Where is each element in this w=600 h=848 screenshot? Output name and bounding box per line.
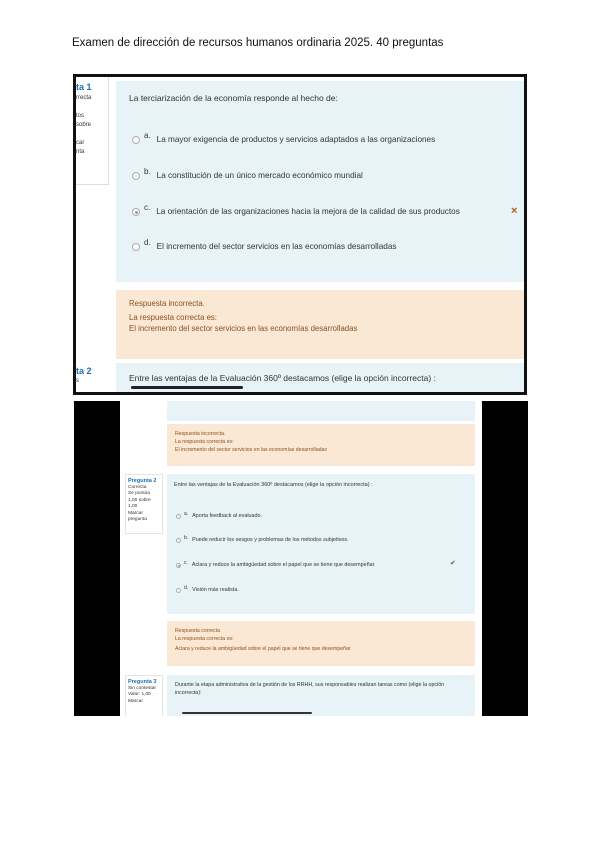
option-d[interactable] [132, 238, 397, 251]
option-a[interactable] [176, 513, 262, 519]
feedback-result: Respuesta correcta [175, 628, 220, 634]
question-2-card [116, 363, 524, 395]
feedback-correct-label: La respuesta correcta es: [175, 439, 234, 445]
option-letter: d. [144, 238, 151, 247]
feedback-result: Respuesta incorrecta. [175, 431, 226, 437]
option-letter: b. [144, 167, 151, 176]
option-letter: a. [144, 131, 151, 140]
radio-button[interactable] [176, 514, 181, 519]
question-2-feedback [167, 621, 475, 666]
question-2-label: ta 2 [76, 366, 92, 376]
flag-question-link[interactable]: pregunta [128, 517, 147, 522]
question-3-info-panel [125, 675, 163, 716]
option-text: Puede reducir los sesgos y problemas de los métodos subjetivos. [192, 537, 349, 543]
question-3-card [167, 675, 475, 716]
option-c[interactable] [132, 203, 460, 216]
radio-button[interactable] [176, 538, 181, 543]
radio-button[interactable] [176, 588, 181, 593]
feedback-correct-answer: El incremento del sector servicios en las economías desarrolladas [175, 447, 327, 453]
question-1-label: ta 1 [76, 82, 92, 92]
scrollbar[interactable] [131, 386, 243, 389]
option-text: La mayor exigencia de productos y servicios adaptados a las organizaciones [156, 135, 436, 144]
option-b[interactable] [132, 167, 363, 180]
info-line: Correcta [128, 484, 147, 490]
question-3-text: Durante la etapa administrativa de la gestión de los RRHH, sus responsables realizan tareas como (elige la opción incorrecta): [175, 682, 445, 696]
info-line: s [76, 378, 79, 384]
question-2-text: Entre las ventajas de la Evaluación 360º destacamos (elige la opción incorrecta) : [174, 482, 373, 488]
feedback-correct-label: La respuesta correcta es: [175, 636, 234, 642]
feedback-result: Respuesta incorrecta. [129, 299, 205, 308]
option-letter: a. [184, 511, 189, 517]
question-2-text: Entre las ventajas de la Evaluación 360º destacamos (elige la opción incorrecta) : [129, 373, 436, 383]
screenshot-question-1 [73, 74, 527, 395]
question-1-feedback [116, 290, 524, 359]
radio-button[interactable] [132, 136, 140, 144]
info-line: sobre [76, 122, 92, 128]
question-1-feedback [167, 424, 475, 466]
question-2-label: Pregunta 2 [128, 478, 157, 484]
option-c[interactable] [176, 562, 374, 568]
question-1-info-panel [76, 77, 109, 185]
radio-button-selected[interactable] [132, 208, 140, 216]
info-line: 1,00 [128, 504, 138, 509]
option-a[interactable] [132, 131, 436, 144]
flag-question-link[interactable]: car [76, 140, 85, 146]
quiz-page [120, 401, 482, 716]
feedback-correct-label: La respuesta correcta es: [129, 313, 217, 322]
info-line: 1,00 sobre [128, 497, 151, 503]
question-3-label: Pregunta 3 [128, 679, 157, 685]
question-1-card [116, 81, 524, 282]
flag-question-link[interactable]: nta [76, 149, 85, 155]
question-2-card [167, 474, 475, 614]
radio-button[interactable] [132, 172, 140, 180]
document-title: Examen de dirección de recursos humanos ordinaria 2025. 40 preguntas [72, 37, 444, 49]
option-letter: c. [184, 560, 188, 566]
flag-question-link[interactable]: Marcar [128, 510, 143, 516]
option-d[interactable] [176, 587, 239, 593]
question-2-info-panel [76, 360, 109, 395]
option-text: Visión más realista. [192, 587, 239, 593]
radio-button[interactable] [132, 243, 140, 251]
option-text: Aporta feedback al evaluado. [192, 513, 263, 519]
info-line: Se puntúa [128, 491, 150, 496]
question-1-card-bottom [167, 401, 475, 421]
option-letter: c. [144, 203, 151, 212]
question-1-text: La terciarización de la economía responde al hecho de: [129, 93, 338, 103]
info-line [76, 130, 108, 138]
info-line: Sin contestar [128, 685, 156, 691]
screenshot-question-2 [74, 401, 528, 716]
radio-button-selected[interactable] [176, 563, 181, 568]
info-line: Valor: 1,00 [128, 692, 151, 697]
option-text: La orientación de las organizaciones hacia la mejora de la calidad de sus productos [156, 207, 460, 216]
flag-question-link[interactable]: Marcar [128, 698, 143, 704]
feedback-correct-answer: El incremento del sector servicios en las economías desarrolladas [129, 324, 358, 333]
feedback-correct-answer: Aclara y reduce la ambigüedad sobre el papel que se tiene que desempeñar [175, 646, 351, 652]
option-text: Aclara y reduce la ambigüedad sobre el papel que se tiene que desempeñar [191, 562, 375, 568]
scrollbar[interactable] [182, 712, 312, 714]
option-b[interactable] [176, 537, 349, 543]
option-text: La constitución de un único mercado económico mundial [156, 171, 363, 180]
info-line [76, 103, 108, 111]
correct-icon: ✔ [450, 560, 456, 567]
option-letter: b. [184, 535, 189, 541]
info-line: tos [76, 113, 85, 119]
info-line: rrecta [76, 95, 92, 101]
option-text: El incremento del sector servicios en las economías desarrolladas [156, 242, 397, 251]
option-letter: d. [184, 585, 189, 591]
question-2-info-panel [125, 474, 163, 534]
incorrect-icon: × [511, 205, 518, 217]
